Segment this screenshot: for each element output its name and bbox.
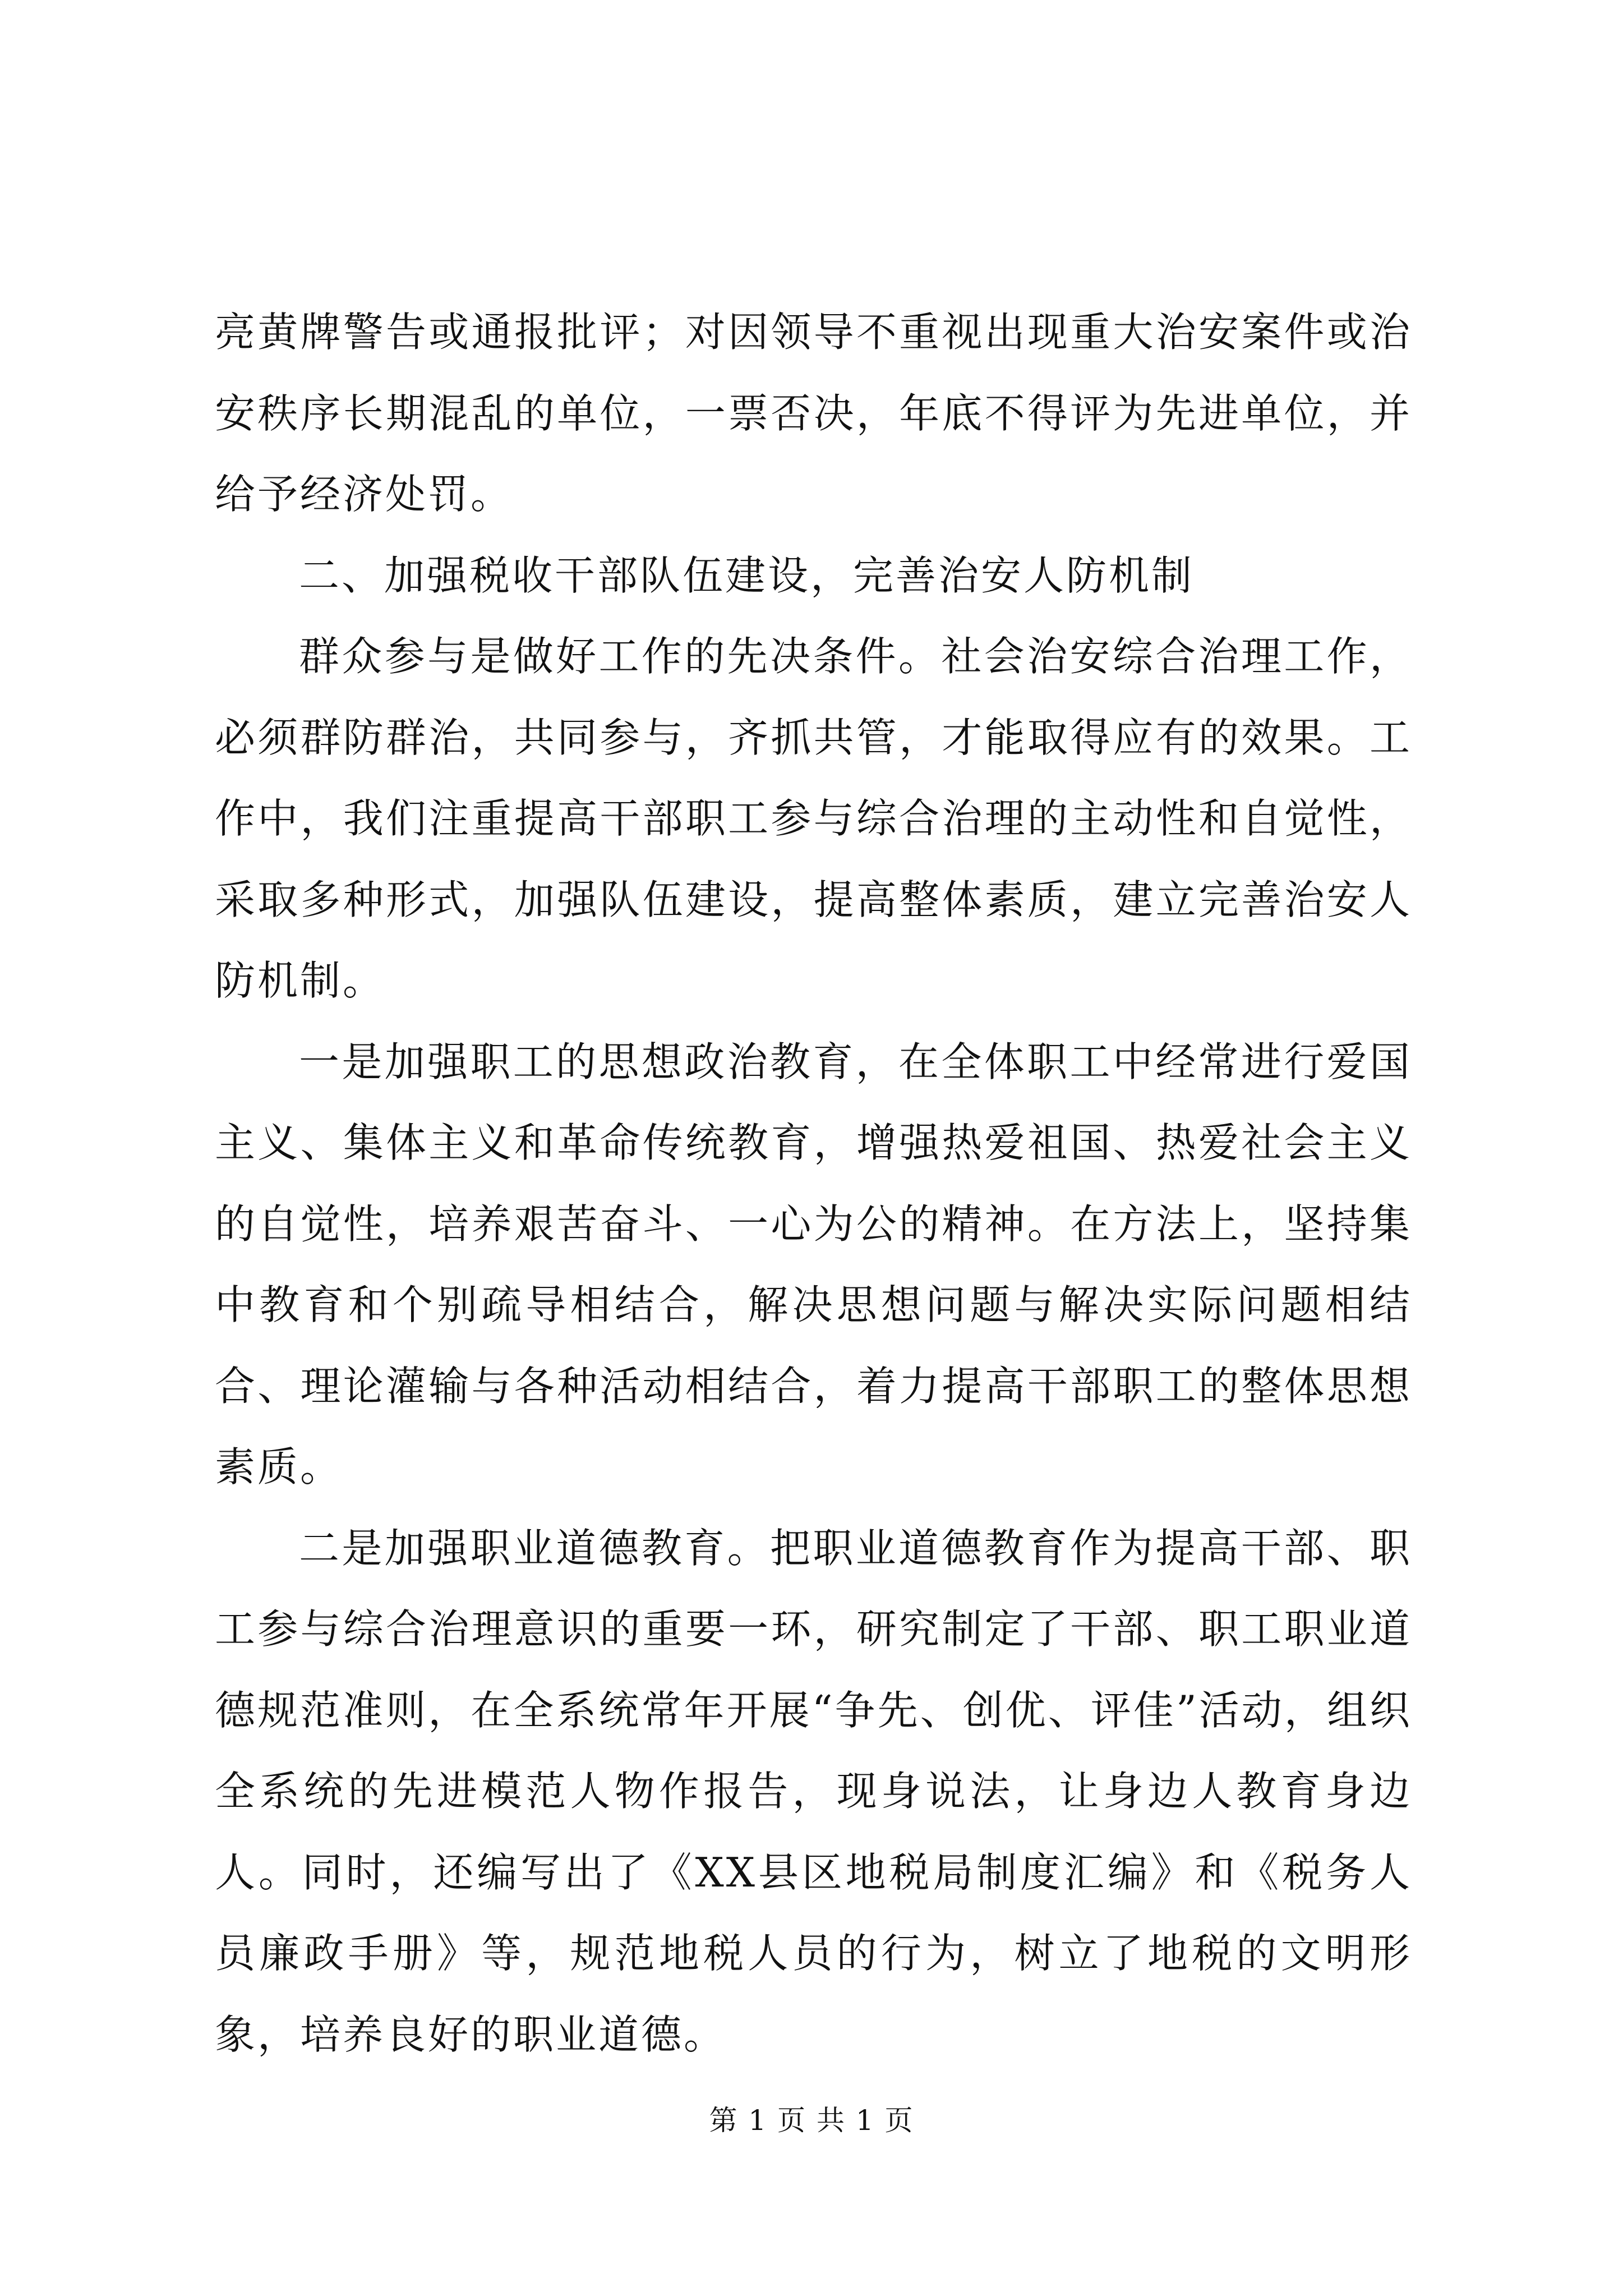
document-body	[215, 292, 1412, 2075]
paragraph: 一是加强职工的思想政治教育，在全体职工中经常进行爱国主义、集体主义和革命传统教育，增强热爱祖国、热爱社会主义的自觉性，培养艰苦奋斗、一心为公的精神。在方法上，坚持集中教育和个别疏导相结合，解决思想问题与解决实际问题相结合、理论灌输与各种活动相结合，着力提高干部职工的整体思想素质。	[215, 1038, 1412, 1490]
paragraph: 群众参与是做好工作的先决条件。社会治安综合治理工作，必须群防群治，共同参与，齐抓共管，才能取得应有的效果。工作中，我们注重提高干部职工参与综合治理的主动性和自觉性，采取多种形式，加强队伍建设，提高整体素质，建立完善治安人防机制。	[215, 633, 1412, 1004]
section-heading: 二、加强税收干部队伍建设，完善治安人防机制	[299, 551, 1195, 599]
paragraph: 二是加强职业道德教育。把职业道德教育作为提高干部、职工参与综合治理意识的重要一环，研究制定了干部、职工职业道德规范准则，在全系统常年开展“争先、创优、评佳”活动，组织全系统的先进模范人物作报告，现身说法，让身边人教育身边人。同时，还编写出了《XX县区地税局制度汇编》和《税务人员廉政手册》等，规范地税人员的行为，树立了地税的文明形象，培养良好的职业道德。	[215, 1524, 1412, 2058]
paragraph-continuation: 亮黄牌警告或通报批评；对因领导不重视出现重大治安案件或治安秩序长期混乱的单位，一票否决，年底不得评为先进单位，并给予经济处罚。	[215, 309, 1412, 518]
page-number-footer: 第 1 页 共 1 页	[709, 2104, 914, 2137]
